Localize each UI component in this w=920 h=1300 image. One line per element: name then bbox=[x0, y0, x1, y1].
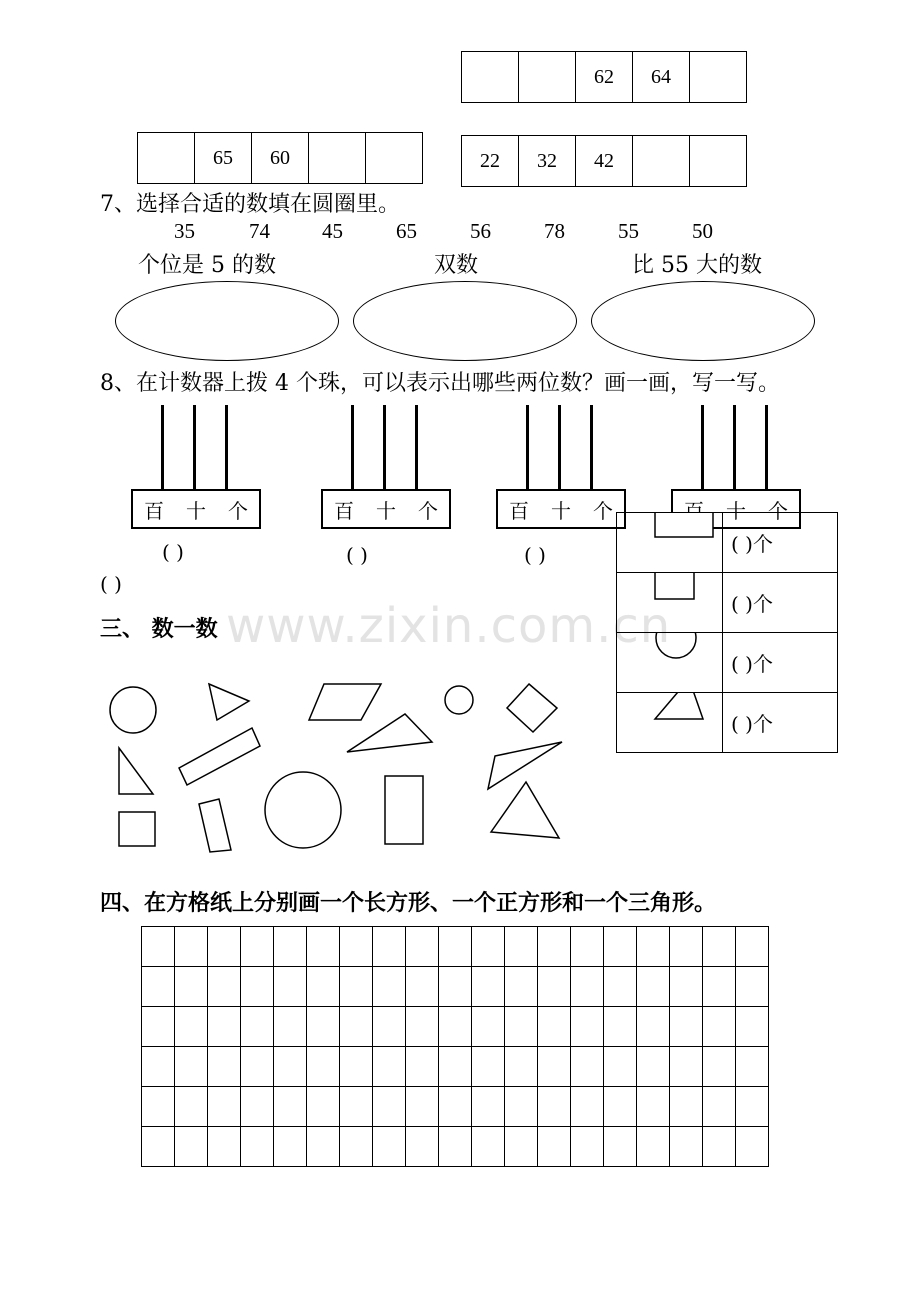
grid-cell[interactable] bbox=[670, 1047, 703, 1087]
grid-cell[interactable] bbox=[604, 1127, 637, 1167]
number-cell: 62 bbox=[576, 52, 633, 102]
grid-cell[interactable] bbox=[538, 1087, 571, 1127]
grid-cell[interactable] bbox=[736, 1007, 769, 1047]
abacus-rod bbox=[733, 405, 736, 489]
grid-cell[interactable] bbox=[373, 967, 406, 1007]
grid-cell[interactable] bbox=[307, 927, 340, 967]
grid-cell[interactable] bbox=[736, 1047, 769, 1087]
q7-number: 78 bbox=[544, 219, 565, 243]
grid-cell[interactable] bbox=[208, 1087, 241, 1127]
triangle-shape bbox=[491, 782, 559, 838]
grid-cell[interactable] bbox=[670, 1007, 703, 1047]
answer-ellipse[interactable] bbox=[591, 281, 815, 361]
place-label: 百 bbox=[509, 498, 529, 523]
grid-cell[interactable] bbox=[505, 1087, 538, 1127]
abacus-base bbox=[321, 489, 451, 529]
q7-number: 56 bbox=[470, 219, 491, 243]
grid-cell[interactable] bbox=[307, 1007, 340, 1047]
grid-cell[interactable] bbox=[175, 967, 208, 1007]
answer-paren[interactable]: ( ) bbox=[100, 572, 122, 596]
abacus-rod bbox=[526, 405, 529, 489]
answer-paren[interactable]: ( ) bbox=[162, 540, 184, 564]
grid-cell[interactable] bbox=[274, 1007, 307, 1047]
grid-cell[interactable] bbox=[505, 967, 538, 1007]
abacus bbox=[321, 405, 451, 535]
rectangle-shape bbox=[385, 776, 423, 844]
grid-cell[interactable] bbox=[604, 967, 637, 1007]
q7-title: 7、选择合适的数填在圆圈里。 bbox=[100, 192, 400, 217]
grid-cell[interactable] bbox=[538, 967, 571, 1007]
grid-cell[interactable] bbox=[670, 1087, 703, 1127]
answer-ellipse[interactable] bbox=[353, 281, 577, 361]
grid-cell[interactable] bbox=[373, 1127, 406, 1167]
number-cell[interactable] bbox=[633, 136, 690, 186]
grid-cell[interactable] bbox=[439, 1007, 472, 1047]
number-cell[interactable] bbox=[690, 52, 746, 102]
grid-cell[interactable] bbox=[175, 1087, 208, 1127]
shapes-collection bbox=[95, 670, 595, 870]
abacus-rod bbox=[225, 405, 228, 489]
shape-cell bbox=[617, 633, 723, 693]
grid-cell[interactable] bbox=[307, 967, 340, 1007]
grid-cell[interactable] bbox=[274, 927, 307, 967]
grid-cell[interactable] bbox=[439, 927, 472, 967]
grid-cell[interactable] bbox=[604, 927, 637, 967]
table-row bbox=[617, 693, 838, 753]
grid-cell[interactable] bbox=[472, 1047, 505, 1087]
q7-number: 50 bbox=[692, 219, 713, 243]
grid-cell[interactable] bbox=[241, 927, 274, 967]
grid-cell[interactable] bbox=[208, 1007, 241, 1047]
place-label: 十 bbox=[186, 498, 206, 523]
grid-cell[interactable] bbox=[670, 927, 703, 967]
place-label: 个 bbox=[228, 498, 248, 523]
grid-cell[interactable] bbox=[208, 967, 241, 1007]
circle-shape bbox=[110, 687, 156, 733]
rectangle-shape bbox=[179, 728, 260, 785]
grid-cell[interactable] bbox=[373, 1047, 406, 1087]
grid-cell[interactable] bbox=[505, 1007, 538, 1047]
grid-cell[interactable] bbox=[736, 1127, 769, 1167]
grid-cell[interactable] bbox=[340, 1007, 373, 1047]
grid-cell[interactable] bbox=[439, 967, 472, 1007]
grid-cell[interactable] bbox=[373, 927, 406, 967]
grid-cell[interactable] bbox=[208, 1127, 241, 1167]
count-answer[interactable]: ( )个 bbox=[723, 693, 838, 753]
abacus-rod bbox=[383, 405, 386, 489]
place-label: 个 bbox=[593, 498, 613, 523]
place-label: 百 bbox=[684, 498, 704, 523]
grid-cell[interactable] bbox=[142, 967, 175, 1007]
grid-cell[interactable] bbox=[538, 1047, 571, 1087]
q7-number: 35 bbox=[174, 219, 195, 243]
grid-cell[interactable] bbox=[472, 927, 505, 967]
grid-cell[interactable] bbox=[505, 927, 538, 967]
grid-cell[interactable] bbox=[142, 927, 175, 967]
grid-cell[interactable] bbox=[307, 1087, 340, 1127]
section3-title: 三、 数一数 bbox=[100, 616, 218, 642]
shape-count-table bbox=[616, 512, 838, 753]
grid-cell[interactable] bbox=[307, 1047, 340, 1087]
grid-cell[interactable] bbox=[439, 1127, 472, 1167]
table-row bbox=[617, 513, 838, 573]
triangle-icon bbox=[617, 693, 722, 748]
parallelogram-shape bbox=[309, 684, 381, 720]
answer-paren[interactable]: ( ) bbox=[524, 543, 546, 567]
grid-cell[interactable] bbox=[538, 1007, 571, 1047]
number-cell: 60 bbox=[252, 133, 309, 183]
grid-cell[interactable] bbox=[340, 927, 373, 967]
grid-cell[interactable] bbox=[670, 1127, 703, 1167]
watermark: www.zixin.com.cn bbox=[226, 598, 672, 654]
grid-cell[interactable] bbox=[307, 1127, 340, 1167]
abacus-base bbox=[131, 489, 261, 529]
grid-cell[interactable] bbox=[274, 1087, 307, 1127]
grid-cell[interactable] bbox=[175, 1007, 208, 1047]
rectangle-shape bbox=[199, 799, 231, 852]
number-cell[interactable] bbox=[366, 133, 422, 183]
number-row-left bbox=[137, 132, 423, 184]
place-label: 十 bbox=[376, 498, 396, 523]
grid-cell[interactable] bbox=[241, 1007, 274, 1047]
count-answer[interactable]: ( )个 bbox=[723, 573, 838, 633]
q7-number: 45 bbox=[322, 219, 343, 243]
grid-cell[interactable] bbox=[571, 927, 604, 967]
grid-cell[interactable] bbox=[373, 1007, 406, 1047]
table-row bbox=[617, 633, 838, 693]
grid-cell[interactable] bbox=[637, 1007, 670, 1047]
grid-cell[interactable] bbox=[703, 967, 736, 1007]
grid-cell[interactable] bbox=[571, 1007, 604, 1047]
abacus-rod bbox=[161, 405, 164, 489]
grid-cell[interactable] bbox=[241, 967, 274, 1007]
grid-cell[interactable] bbox=[274, 1047, 307, 1087]
circle-shape bbox=[445, 686, 473, 714]
abacus-rod bbox=[415, 405, 418, 489]
triangle-shape bbox=[119, 748, 153, 794]
grid-cell[interactable] bbox=[406, 1047, 439, 1087]
grid-cell[interactable] bbox=[703, 1127, 736, 1167]
grid-cell[interactable] bbox=[604, 1087, 637, 1127]
grid-cell[interactable] bbox=[406, 927, 439, 967]
triangle-shape bbox=[209, 684, 249, 720]
grid-cell[interactable] bbox=[736, 1087, 769, 1127]
square-icon bbox=[617, 573, 722, 628]
grid-cell[interactable] bbox=[604, 1047, 637, 1087]
abacus-base bbox=[496, 489, 626, 529]
place-label: 百 bbox=[334, 498, 354, 523]
place-label: 十 bbox=[726, 498, 746, 523]
grid-cell[interactable] bbox=[637, 1087, 670, 1127]
grid-cell[interactable] bbox=[736, 927, 769, 967]
grid-cell[interactable] bbox=[472, 967, 505, 1007]
shape-cell bbox=[617, 513, 723, 573]
triangle-shape bbox=[488, 742, 562, 789]
grid-cell[interactable] bbox=[637, 927, 670, 967]
grid-cell[interactable] bbox=[340, 967, 373, 1007]
circle-icon bbox=[617, 633, 722, 688]
grid-cell[interactable] bbox=[571, 967, 604, 1007]
number-cell[interactable] bbox=[138, 133, 195, 183]
grid-cell[interactable] bbox=[571, 1047, 604, 1087]
number-row-right bbox=[461, 135, 747, 187]
grid-cell[interactable] bbox=[142, 1047, 175, 1087]
q7-number: 65 bbox=[396, 219, 417, 243]
grid-cell[interactable] bbox=[637, 967, 670, 1007]
grid-cell[interactable] bbox=[670, 967, 703, 1007]
grid-cell[interactable] bbox=[406, 1087, 439, 1127]
grid-cell[interactable] bbox=[604, 1007, 637, 1047]
count-answer[interactable]: ( )个 bbox=[723, 513, 838, 573]
grid-cell[interactable] bbox=[472, 1087, 505, 1127]
grid-cell[interactable] bbox=[571, 1127, 604, 1167]
grid-cell[interactable] bbox=[703, 1087, 736, 1127]
number-cell[interactable] bbox=[309, 133, 366, 183]
grid-cell[interactable] bbox=[142, 1127, 175, 1167]
rectangle-icon bbox=[617, 513, 722, 568]
answer-paren[interactable]: ( ) bbox=[346, 543, 368, 567]
grid-cell[interactable] bbox=[142, 1087, 175, 1127]
grid-cell[interactable] bbox=[439, 1047, 472, 1087]
grid-cell[interactable] bbox=[637, 1047, 670, 1087]
grid-cell[interactable] bbox=[703, 1007, 736, 1047]
square-shape bbox=[119, 812, 155, 846]
grid-cell[interactable] bbox=[340, 1127, 373, 1167]
abacus-rod bbox=[193, 405, 196, 489]
grid-cell[interactable] bbox=[208, 927, 241, 967]
shape-cell bbox=[617, 693, 723, 753]
grid-cell[interactable] bbox=[142, 1007, 175, 1047]
grid-cell[interactable] bbox=[208, 1047, 241, 1087]
q7-category-label: 个位是 5 的数 bbox=[138, 253, 276, 278]
grid-cell[interactable] bbox=[703, 927, 736, 967]
shape-cell bbox=[617, 573, 723, 633]
grid-cell[interactable] bbox=[241, 1087, 274, 1127]
grid-cell[interactable] bbox=[241, 1047, 274, 1087]
place-label: 百 bbox=[144, 498, 164, 523]
grid-cell[interactable] bbox=[241, 1127, 274, 1167]
grid-cell[interactable] bbox=[175, 1047, 208, 1087]
grid-cell[interactable] bbox=[274, 967, 307, 1007]
number-cell: 65 bbox=[195, 133, 252, 183]
grid-cell[interactable] bbox=[571, 1087, 604, 1127]
place-label: 个 bbox=[418, 498, 438, 523]
grid-cell[interactable] bbox=[538, 1127, 571, 1167]
q7-category-label: 比 55 大的数 bbox=[632, 253, 762, 278]
grid-cell[interactable] bbox=[340, 1087, 373, 1127]
grid-cell[interactable] bbox=[439, 1087, 472, 1127]
grid-cell[interactable] bbox=[736, 967, 769, 1007]
grid-cell[interactable] bbox=[175, 1127, 208, 1167]
grid-cell[interactable] bbox=[274, 1127, 307, 1167]
abacus bbox=[131, 405, 261, 535]
square-shape bbox=[507, 684, 557, 732]
grid-cell[interactable] bbox=[373, 1087, 406, 1127]
number-row-top-right bbox=[461, 51, 747, 103]
circle-shape bbox=[265, 772, 341, 848]
q8-title: 8、在计数器上拨 4 个珠，可以表示出哪些两位数？画一画，写一写。 bbox=[100, 371, 780, 396]
grid-cell[interactable] bbox=[340, 1047, 373, 1087]
q7-category-label: 双数 bbox=[434, 253, 479, 278]
number-cell[interactable] bbox=[519, 52, 576, 102]
q7-number: 55 bbox=[618, 219, 639, 243]
number-cell: 32 bbox=[519, 136, 576, 186]
grid-cell[interactable] bbox=[703, 1047, 736, 1087]
table-row bbox=[617, 573, 838, 633]
grid-cell[interactable] bbox=[505, 1127, 538, 1167]
number-cell: 42 bbox=[576, 136, 633, 186]
count-answer[interactable]: ( )个 bbox=[723, 633, 838, 693]
grid-cell[interactable] bbox=[637, 1127, 670, 1167]
grid-cell[interactable] bbox=[406, 1007, 439, 1047]
grid-cell[interactable] bbox=[175, 927, 208, 967]
abacus-rod bbox=[765, 405, 768, 489]
section4-title: 四、在方格纸上分别画一个长方形、一个正方形和一个三角形。 bbox=[100, 890, 717, 916]
grid-cell[interactable] bbox=[472, 1007, 505, 1047]
place-label: 个 bbox=[768, 498, 788, 523]
abacus-rod bbox=[351, 405, 354, 489]
place-label: 十 bbox=[551, 498, 571, 523]
number-cell: 22 bbox=[462, 136, 519, 186]
number-cell[interactable] bbox=[462, 52, 519, 102]
answer-ellipse[interactable] bbox=[115, 281, 339, 361]
grid-paper[interactable] bbox=[141, 926, 769, 1167]
abacus-rod bbox=[590, 405, 593, 489]
grid-cell[interactable] bbox=[406, 1127, 439, 1167]
grid-cell[interactable] bbox=[538, 927, 571, 967]
abacus-rod bbox=[558, 405, 561, 489]
grid-cell[interactable] bbox=[472, 1127, 505, 1167]
number-cell[interactable] bbox=[690, 136, 746, 186]
abacus bbox=[496, 405, 626, 535]
number-cell: 64 bbox=[633, 52, 690, 102]
abacus-rod bbox=[701, 405, 704, 489]
grid-cell[interactable] bbox=[505, 1047, 538, 1087]
q7-number: 74 bbox=[249, 219, 270, 243]
grid-cell[interactable] bbox=[406, 967, 439, 1007]
